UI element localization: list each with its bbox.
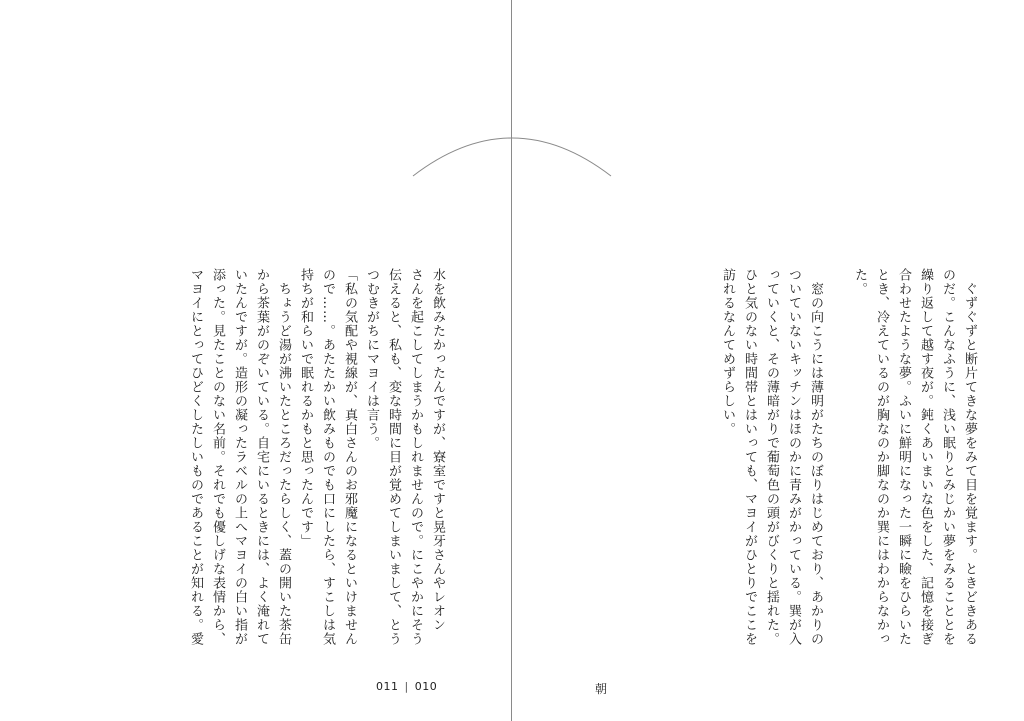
paragraph-line: 添った。見たことのない名前。それでも優しげな表情から、 [210, 268, 225, 646]
paragraph-line: ので……。あたたかい飲みものでも口にしたら、すこしは気 [320, 268, 335, 646]
left-page-number: 011 [376, 680, 399, 693]
left-page-text [158, 268, 448, 653]
right-page-text [580, 268, 980, 653]
paragraph-line: 伝えると、私も、変な時間に目が覚めてしまいまして、とう [386, 268, 401, 646]
decorative-arc-path [413, 138, 611, 176]
folio-separator: | [404, 680, 409, 693]
paragraph-line: ついていないキッチンはほのかに青みがかっている。巽が入 [786, 268, 801, 646]
paragraph-line: 繰り返して越す夜が。鈍くあいまいな色をした、記憶を接ぎ [918, 268, 933, 646]
paragraph-line: さんを起こしてしまうかもしれませんので。にこやかにそう [408, 268, 423, 646]
page-numbers [376, 680, 437, 693]
paragraph-line: いたんですが。造形の凝ったラベルの上へマヨイの白い指が [232, 268, 247, 646]
paragraph-line: ひと気のない時間帯とはいっても、マヨイがひとりでここを [742, 268, 757, 646]
paragraph-line: つむきがちにマヨイは言う。 [364, 268, 379, 450]
paragraph-line: のだ。こんなふうに、浅い眠りとみじかい夢をみることとを [940, 268, 955, 646]
gutter-line [511, 0, 512, 721]
paragraph-line: マヨイにとってひどくしたしいものであることが知れる。愛 [188, 268, 203, 646]
paragraph-line: 訪れるなんてめずらしい。 [720, 268, 735, 436]
paragraph-line: 合わせたような夢。ふいに鮮明になった一瞬に瞼をひらいた [896, 268, 911, 646]
paragraph-line: 「私の気配や視線が、真白さんのお邪魔になるといけません [342, 268, 357, 646]
running-head: 朝 [595, 682, 608, 696]
paragraph-line: とき、冷えているのが胸なのか脚なのか巽にはわからなかっ [874, 268, 889, 646]
paragraph-line: 持ちが和らいで眠れるかもと思ったんです」 [298, 268, 313, 548]
paragraph-line: 窓の向こうには薄明がたちのぼりはじめており、あかりの [808, 268, 823, 646]
paragraph-line: 水を飲みたかったんですが、寮室ですと晃牙さんやレオン [430, 268, 445, 632]
right-page-number: 010 [414, 680, 438, 693]
paragraph-line: ちょうど湯が沸いたところだったらしく、蓋の開いた茶缶 [276, 268, 291, 646]
paragraph-line: っていくと、その薄暗がりで葡萄色の頭がびくりと揺れた。 [764, 268, 779, 646]
paragraph-line: た。 [852, 268, 867, 296]
paragraph-line: ぐずぐずと断片てきな夢をみて目を覚ます。ときどきある [962, 268, 977, 646]
paragraph-line: から茶葉がのぞいている。自宅にいるときには、よく淹れて [254, 268, 269, 646]
